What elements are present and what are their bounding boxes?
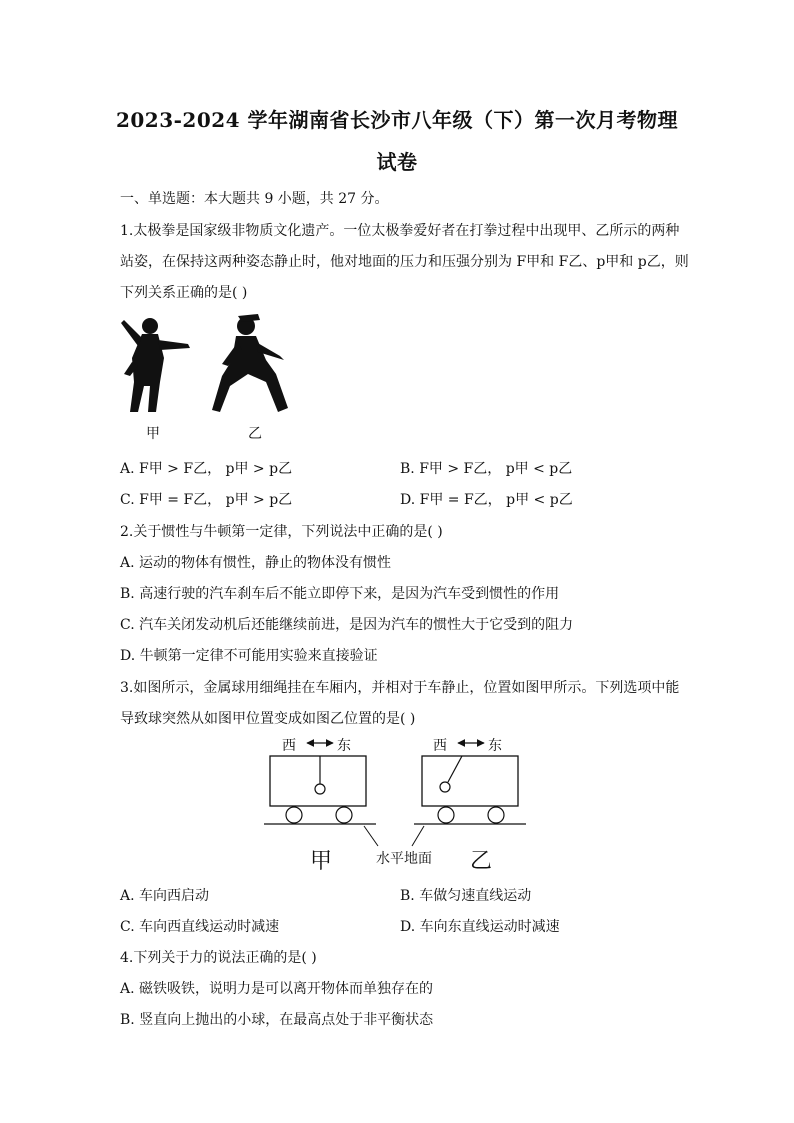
label-ground: 水平地面 bbox=[376, 851, 432, 867]
label-cart-jia: 甲 bbox=[310, 849, 333, 874]
section-heading: 一、单选题：本大题共 9 小题，共 27 分。 bbox=[120, 191, 389, 207]
q4-stem: 4.下列关于力的说法正确的是( ) bbox=[120, 950, 317, 966]
q1-option-c[interactable]: C. F甲 = F乙， p甲 > p乙 bbox=[120, 492, 293, 508]
exam-title-line1: 2023-2024 学年湖南省长沙市八年级（下）第一次月考物理 bbox=[115, 108, 679, 132]
q4-option-a[interactable]: A. 磁铁吸铁，说明力是可以离开物体而单独存在的 bbox=[120, 981, 434, 997]
q1-option-a[interactable]: A. F甲 > F乙， p甲 > p乙 bbox=[120, 461, 293, 477]
q4-option-b[interactable]: B. 竖直向上抛出的小球，在最高点处于非平衡状态 bbox=[120, 1012, 434, 1028]
q2-option-c[interactable]: C. 汽车关闭发动机后还能继续前进，是因为汽车的惯性大于它受到的阻力 bbox=[120, 617, 574, 633]
q1-stem-line2: 站姿，在保持这两种姿态静止时，他对地面的压力和压强分别为 F甲和 F乙、p甲和 p乙，则 bbox=[120, 254, 689, 270]
q3-option-b[interactable]: B. 车做匀速直线运动 bbox=[400, 888, 532, 904]
q3-option-a[interactable]: A. 车向西启动 bbox=[120, 888, 210, 904]
label-west-left: 西 bbox=[282, 738, 296, 754]
q3-stem-line1: 3.如图所示，金属球用细绳挂在车厢内，并相对于车静止，位置如图甲所示。下列选项中能 bbox=[120, 680, 680, 696]
q2-option-d[interactable]: D. 牛顿第一定律不可能用实验来直接验证 bbox=[120, 648, 378, 664]
label-west-right: 西 bbox=[433, 738, 447, 754]
taichi-pose-yi bbox=[212, 314, 288, 412]
q3-option-d[interactable]: D. 车向东直线运动时减速 bbox=[400, 919, 560, 935]
q1-figure-label-yi: 乙 bbox=[248, 426, 262, 442]
q1-stem-line1: 1.太极拳是国家级非物质文化遗产。一位太极拳爱好者在打拳过程中出现甲、乙所示的两种 bbox=[120, 223, 680, 239]
cart-yi bbox=[422, 756, 518, 823]
q2-option-a[interactable]: A. 运动的物体有惯性，静止的物体没有惯性 bbox=[120, 555, 392, 571]
label-east-right: 东 bbox=[488, 738, 502, 754]
taichi-pose-jia bbox=[121, 318, 190, 412]
exam-title-line2: 试卷 bbox=[376, 150, 418, 174]
cart-jia bbox=[270, 756, 366, 823]
q3-option-c[interactable]: C. 车向西直线运动时减速 bbox=[120, 919, 280, 935]
q2-stem: 2.关于惯性与牛顿第一定律，下列说法中正确的是( ) bbox=[120, 524, 443, 540]
q1-option-d[interactable]: D. F甲 = F乙， p甲 < p乙 bbox=[400, 492, 573, 508]
q1-option-b[interactable]: B. F甲 > F乙， p甲 < p乙 bbox=[400, 461, 573, 477]
label-east-left: 东 bbox=[337, 738, 351, 754]
label-cart-yi: 乙 bbox=[470, 849, 493, 874]
taichi-figure bbox=[118, 312, 290, 422]
q1-figure-label-jia: 甲 bbox=[146, 426, 160, 442]
q1-stem-line3: 下列关系正确的是( ) bbox=[120, 285, 248, 301]
q3-stem-line2: 导致球突然从如图甲位置变成如图乙位置的是( ) bbox=[120, 711, 416, 727]
q2-option-b[interactable]: B. 高速行驶的汽车刹车后不能立即停下来，是因为汽车受到惯性的作用 bbox=[120, 586, 560, 602]
